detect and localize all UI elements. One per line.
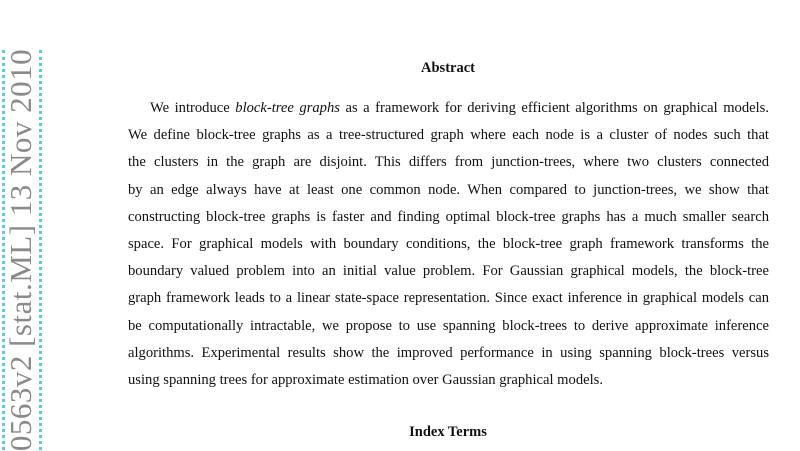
text: We introduce (150, 100, 236, 116)
text: as a framework for deriving efficient algorithms on graphical models. (339, 100, 770, 116)
abstract-line (128, 98, 769, 125)
abstract-line: by an edge always have at least one common node. When compared to junction-trees, we show that (128, 181, 769, 198)
abstract-line: be computationally intractable, we propose to use spanning block-trees to derive approximate inference (128, 317, 769, 334)
arxiv-border-right (39, 50, 42, 450)
index-terms-heading: Index Terms (409, 424, 487, 440)
abstract-line: graph framework leads to a linear state-space representation. Since exact inference in graphical models can (128, 290, 769, 307)
abstract-line: We define block-tree graphs as a tree-structured graph where each node is a cluster of nodes such that (128, 127, 769, 144)
abstract-line: algorithms. Experimental results show the improved performance in using spanning block-trees versus (128, 344, 769, 361)
abstract-line: boundary valued problem into an initial value problem. For Gaussian graphical models, the block-tree (128, 263, 769, 280)
abstract-body (128, 98, 769, 397)
abstract-line: using spanning trees for approximate estimation over Gaussian graphical models. (128, 371, 603, 388)
abstract-heading: Abstract (421, 60, 475, 76)
emphasized-term: block-tree graphs (235, 100, 340, 116)
abstract-line: the clusters in the graph are disjoint. This differs from junction-trees, where two clusters connected (128, 154, 769, 171)
abstract-line: space. For graphical models with boundary conditions, the block-tree graph framework transforms the (128, 235, 769, 252)
abstract-line: constructing block-tree graphs is faster and finding optimal block-tree graphs has a much smaller search (128, 208, 769, 225)
arxiv-watermark: 0563v2 [stat.ML] 13 Nov 2010 (3, 48, 38, 451)
